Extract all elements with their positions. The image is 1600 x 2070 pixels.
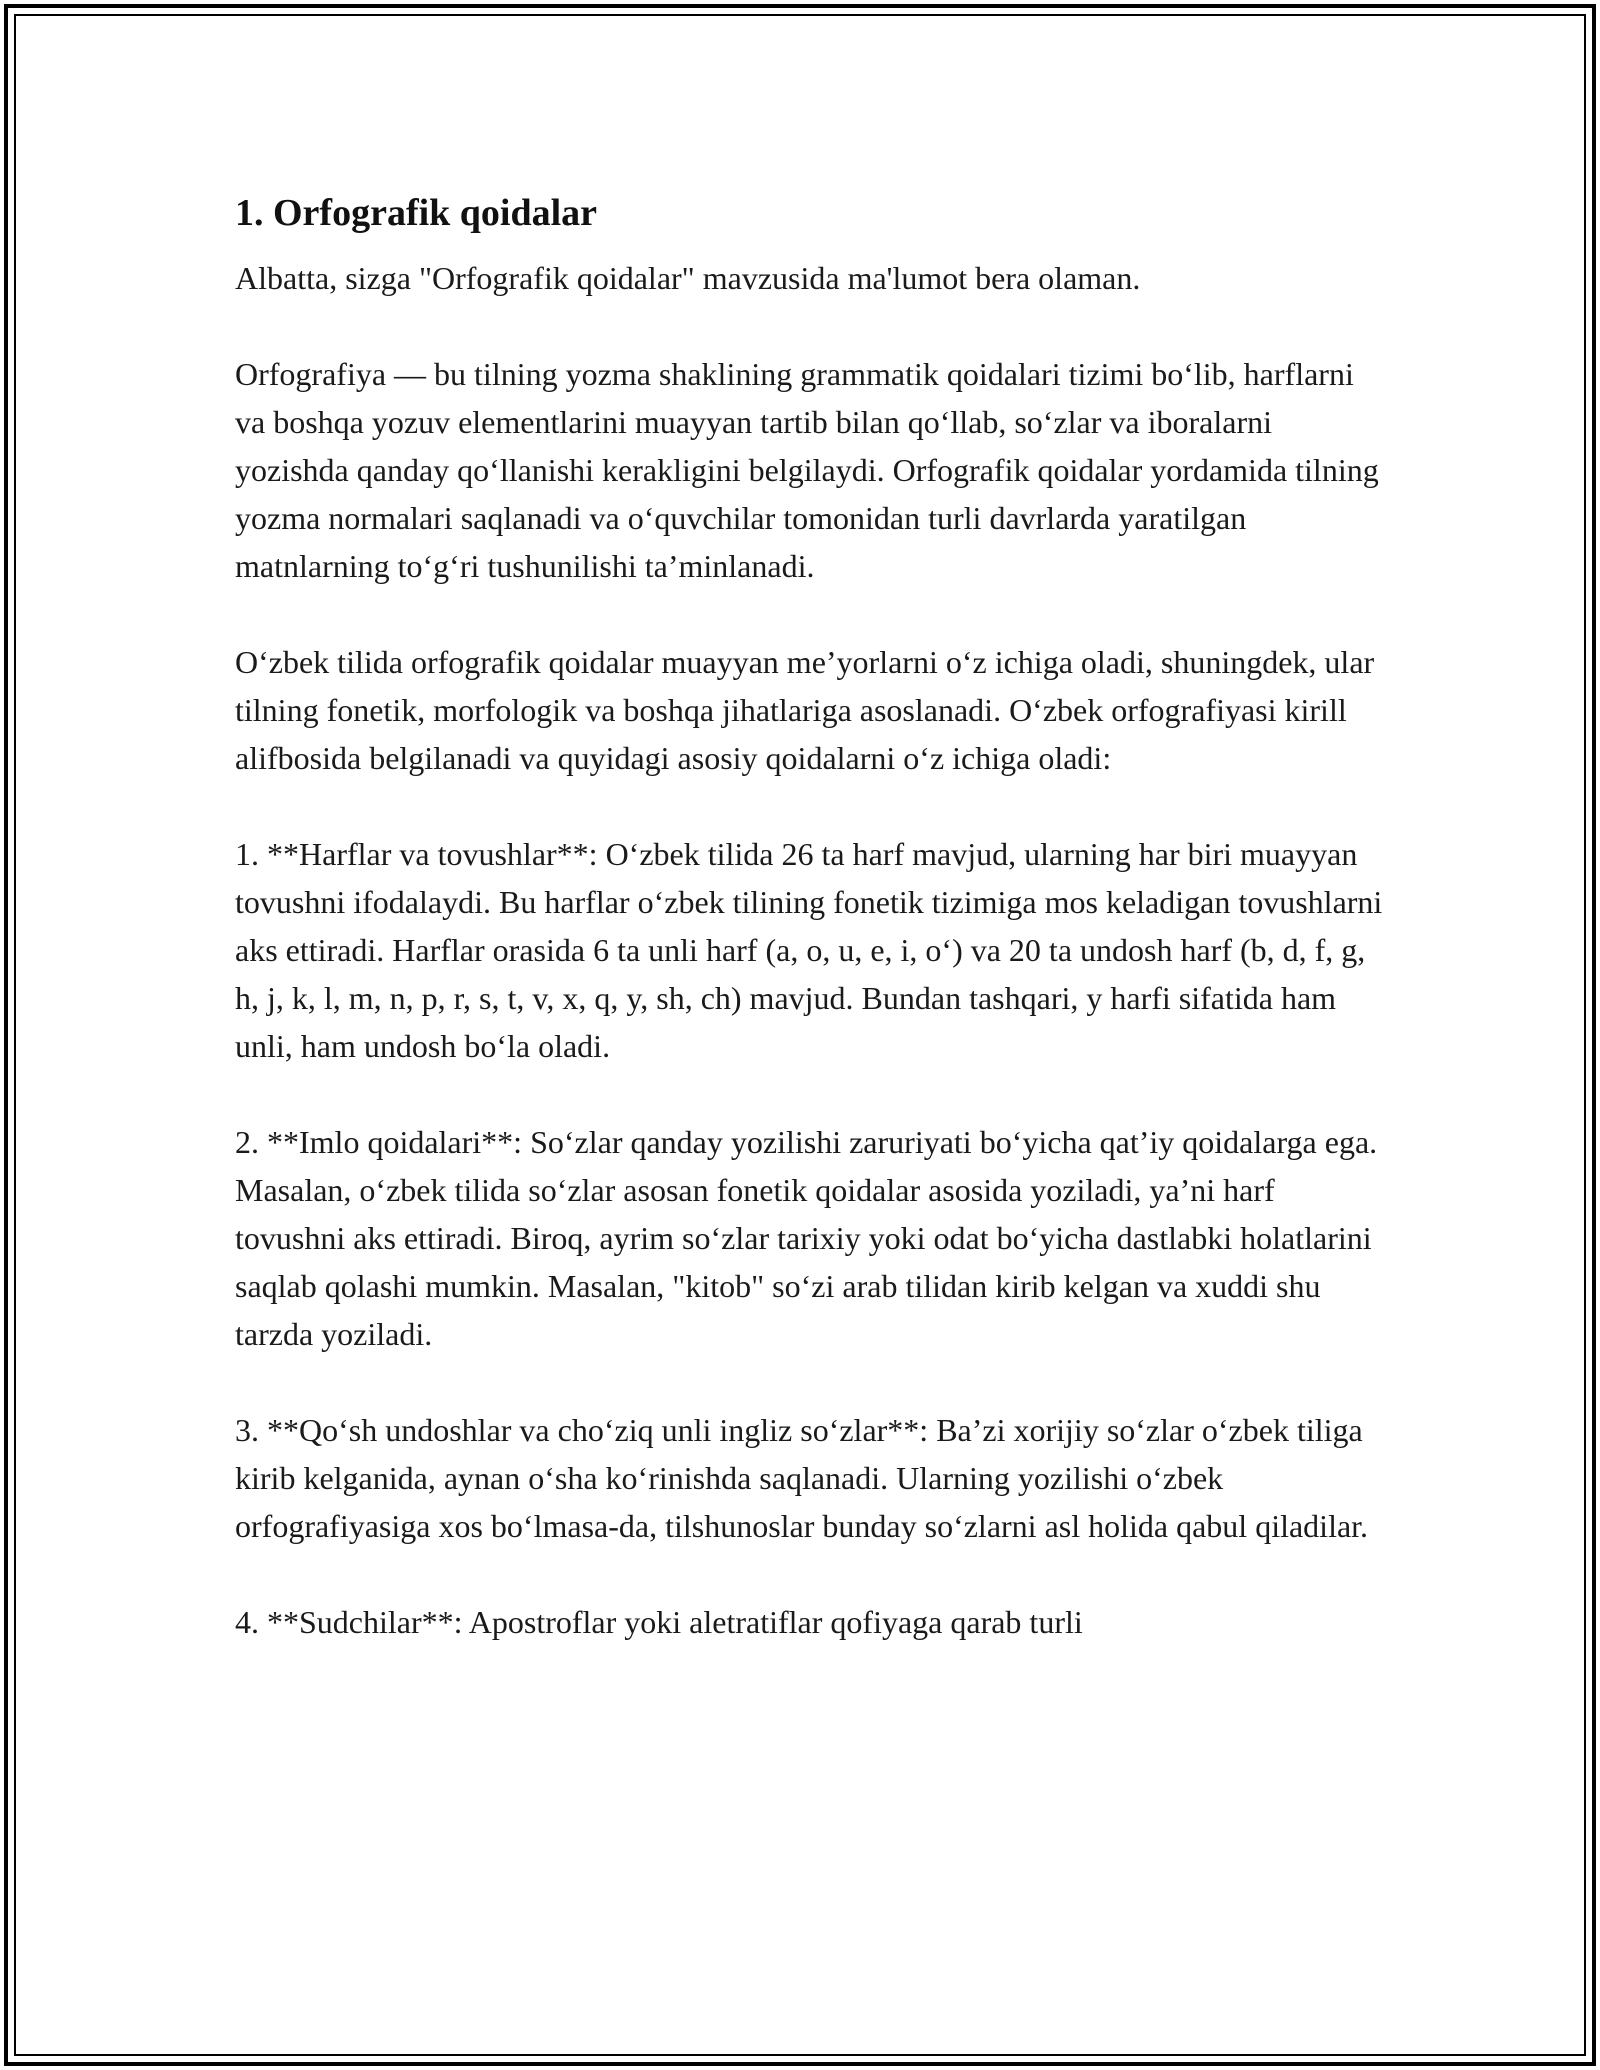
definition-paragraph: Orfografiya — bu tilning yozma shaklining grammatik qoidalari tizimi bo‘lib, harflarni va boshqa yozuv elementlarini muayyan tartib bilan qo‘llab, so‘zlar va iboralarni yozishda qanday qo‘llanishi kerakligini belgilaydi. Orfografik qoidalar yordamida tilning yozma normalari saqlanadi va o‘quvchilar tomonidan turli davrlarda yaratilgan matnlarning to‘g‘ri tushunilishi ta’minlanadi. xyxy=(235,356,1379,584)
rule-1-paragraph: 1. **Harflar va tovushlar**: O‘zbek tilida 26 ta harf mavjud, ularning har biri muayyan tovushni ifodalaydi. Bu harflar o‘zbek tilining fonetik tizimiga mos keladigan tovushlarni aks ettiradi. Harflar orasida 6 ta unli harf (a, o, u, e, i, o‘) va 20 ta undosh harf (b, d, f, g, h, j, k, l, m, n, p, r, s, t, v, x, q, y, sh, ch) mavjud. Bundan tashqari, y harfi sifatida ham unli, ham undosh bo‘la oladi. xyxy=(235,836,1383,1064)
document-body xyxy=(235,186,1385,1694)
intro-paragraph: Albatta, sizga "Orfografik qoidalar" mavzusida ma'lumot bera olaman. xyxy=(235,260,1141,296)
rule-2-paragraph: 2. **Imlo qoidalari**: So‘zlar qanday yozilishi zaruriyati bo‘yicha qat’iy qoidalarga ega. Masalan, o‘zbek tilida so‘zlar asosan fonetik qoidalar asosida yoziladi, ya’ni harf tovushni aks ettiradi. Biroq, ayrim so‘zlar tarixiy yoki odat bo‘yicha dastlabki holatlarini saqlab qolashi mumkin. Masalan, "kitob" so‘zi arab tilidan kirib kelgan va xuddi shu tarzda yoziladi. xyxy=(235,1124,1378,1352)
uzbek-rules-paragraph: O‘zbek tilida orfografik qoidalar muayyan me’yorlarni o‘z ichiga oladi, shuningdek, ular tilning fonetik, morfologik va boshqa jihatlariga asoslanadi. O‘zbek orfografiyasi kirill alifbosida belgilanadi va quyidagi asosiy qoidalarni o‘z ichiga oladi: xyxy=(235,644,1375,776)
rule-4-paragraph: 4. **Sudchilar**: Apostroflar yoki aletratiflar qofiyaga qarab turli xyxy=(235,1604,1083,1640)
rule-3-paragraph: 3. **Qo‘sh undoshlar va cho‘ziq unli ingliz so‘zlar**: Ba’zi xorijiy so‘zlar o‘zbek tiliga kirib kelganida, aynan o‘sha ko‘rinishda saqlanadi. Ularning yozilishi o‘zbek orfografiyasiga xos bo‘lmasa-da, tilshunoslar bunday so‘zlarni asl holida qabul qiladilar. xyxy=(235,1412,1369,1544)
section-heading: 1. Orfografik qoidalar xyxy=(235,192,598,234)
